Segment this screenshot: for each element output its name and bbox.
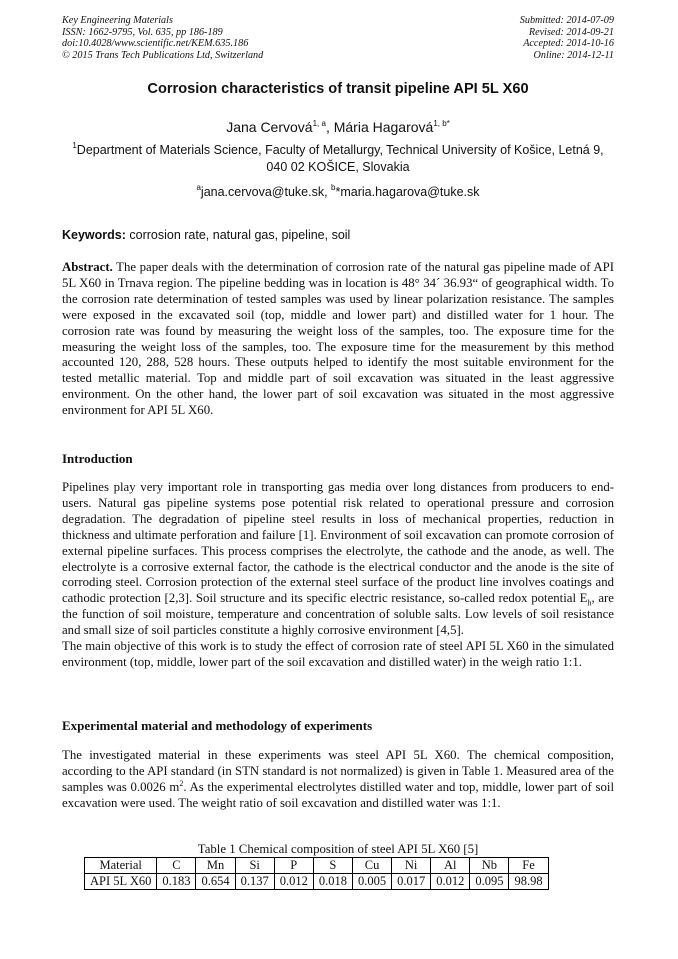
table-header-cell: Fe (509, 858, 548, 874)
table-cell: 98.98 (509, 874, 548, 890)
table-cell: 0.012 (274, 874, 313, 890)
chemical-composition-table (84, 857, 549, 890)
keywords-text: corrosion rate, natural gas, pipeline, soil (125, 228, 351, 242)
table-cell: 0.005 (352, 874, 391, 890)
section-heading-experimental: Experimental material and methodology of experiments (62, 718, 373, 733)
table-cell: 0.095 (470, 874, 509, 890)
affiliation-mark: 1 (72, 141, 77, 150)
paragraph: The main objective of this work is to study the effect of corrosion rate of steel API 5L X60 in the simulated environment (top, middle, lower part of the soil excavation and distilled water) in the weigh ratio 1:1. (62, 639, 614, 669)
email-mark: b (331, 183, 336, 192)
journal-header-left (62, 15, 263, 61)
section-heading-introduction: Introduction (62, 451, 133, 466)
table-cell: 0.183 (157, 874, 196, 890)
keywords-label: Keywords: (62, 228, 126, 242)
table-header-cell: Mn (196, 858, 235, 874)
table-cell: 0.017 (392, 874, 431, 890)
table-header-cell: Cu (352, 858, 391, 874)
table-header-cell: C (157, 858, 196, 874)
abstract-text: The paper deals with the determination of corrosion rate of the natural gas pipeline made of API 5L X60 in Trnava region. The pipeline bedding was in location is 48° 34´ 36.93“ of geographical width. To the corrosion rate determination of tested samples was used by linear polarization resistance. The samples were exposed in the excavated soil (top, middle and lower part) and distilled water for 1 hour. The corrosion rate was found by measuring the weight loss of the samples, too. The exposure time for the measuring the weight loss of the samples, too. The exposure time for the measurement by this method accounted 120, 288, 528 hours. These outputs helped to identify the most suitable environment for the tested metallic material. Top and middle part of soil excavation was situated in the least aggressive environment. On the other hand, the lower part of soil excavation was situated in the most aggressive environment for API 5L X60. (62, 260, 614, 418)
table-header-cell: Material (85, 858, 157, 874)
journal-copyright: © 2015 Trans Tech Publications Ltd, Switzerland (62, 49, 264, 61)
experimental-body: The investigated material in these experiments was steel API 5L X60. The chemical composition, according to the API standard (in STN standard is not normalized) is given in Table 1. Measured area of the samples was 0.0026 $m^2$. As the experimental electrolytes distilled water and top, middle, lower part of soil excavation were used. The weight ratio of soil excavation and distilled water was 1:1. (62, 748, 614, 810)
table-caption: Table 1 Chemical composition of steel API 5L X60 [5] (197, 842, 479, 856)
table-row (85, 874, 549, 890)
abstract-label: Abstract. (62, 260, 113, 274)
email-link[interactable]: jana.cervova@tuke.sk (200, 185, 325, 199)
table-header-cell: Ni (392, 858, 431, 874)
date-submitted: Submitted: 2014-07-09 (519, 15, 614, 26)
table-header-cell: P (274, 858, 313, 874)
table-cell: 0.137 (235, 874, 274, 890)
table-header-cell: Al (431, 858, 470, 874)
author-separator: , (325, 119, 334, 135)
date-accepted: Accepted: 2014-10-16 (523, 38, 614, 50)
table-header-cell: S (313, 858, 352, 874)
date-revised: Revised: 2014-09-21 (528, 26, 614, 38)
author-name: Jana Cervová (226, 119, 313, 135)
affiliation-line: Department of Materials Science, Faculty of Metallurgy, Technical University of Košice, Letná 9, (76, 143, 604, 157)
author-emails (62, 185, 614, 199)
author-affiliation-mark: 1, a (312, 119, 326, 128)
table-header-row (85, 858, 549, 874)
affiliation-line: 040 02 KOŠICE, Slovakia (266, 159, 410, 174)
email-link[interactable]: *maria.hagarova@tuke.sk (335, 185, 480, 199)
table-cell: 0.018 (313, 874, 352, 890)
keywords (62, 228, 614, 242)
introduction-body (62, 480, 614, 671)
email-mark: a (196, 183, 201, 192)
author-affiliation-mark: 1, b* (433, 119, 450, 128)
paragraph: Pipelines play very important role in transporting gas media over long distances from producers to end-users. Natural gas pipeline systems pose potential risk related to operational pressure and corrosion degradation. The degradation of pipeline steel results in loss of mechanical properties, reduction in thickness and ultimate perforation and failure [1]. Environment of soil excavation can promote corrosion of external pipeline surfaces. This process comprises the electrolyte, the cathode and the anode, as well. The electrolyte is a corrosive external factor, the cathode is the electrical conductor and the anode is the site of corroding steel. Corrosion protection of the external steel surface of the product line involves coatings and cathodic protection [2,3]. Soil structure and its specific electric resistance, so-called redox potential $E_h$, are the function of soil moisture, temperature and concentration of soluble salts. Low levels of soil resistance and small size of soil particles constitute a highly corrosive environment [4,5]. (62, 480, 614, 638)
paper-title: Corrosion characteristics of transit pipeline API 5L X60 (147, 81, 529, 97)
affiliation (62, 142, 614, 175)
journal-issn: ISSN: 1662-9795, Vol. 635, pp 186-189 (62, 26, 223, 38)
abstract (62, 260, 614, 419)
journal-doi: doi:10.4028/www.scientific.net/KEM.635.186 (62, 38, 249, 50)
author-name: Mária Hagarová (333, 119, 434, 135)
author-list (62, 119, 614, 135)
table-cell: 0.012 (431, 874, 470, 890)
journal-name: Key Engineering Materials (62, 15, 173, 26)
date-online: Online: 2014-12-11 (533, 49, 614, 61)
journal-header-right (520, 15, 614, 61)
table-cell: 0.654 (196, 874, 235, 890)
table-header-cell: Si (235, 858, 274, 874)
table-header-cell: Nb (470, 858, 509, 874)
table-cell: API 5L X60 (85, 874, 157, 890)
email-separator: , (324, 185, 332, 199)
